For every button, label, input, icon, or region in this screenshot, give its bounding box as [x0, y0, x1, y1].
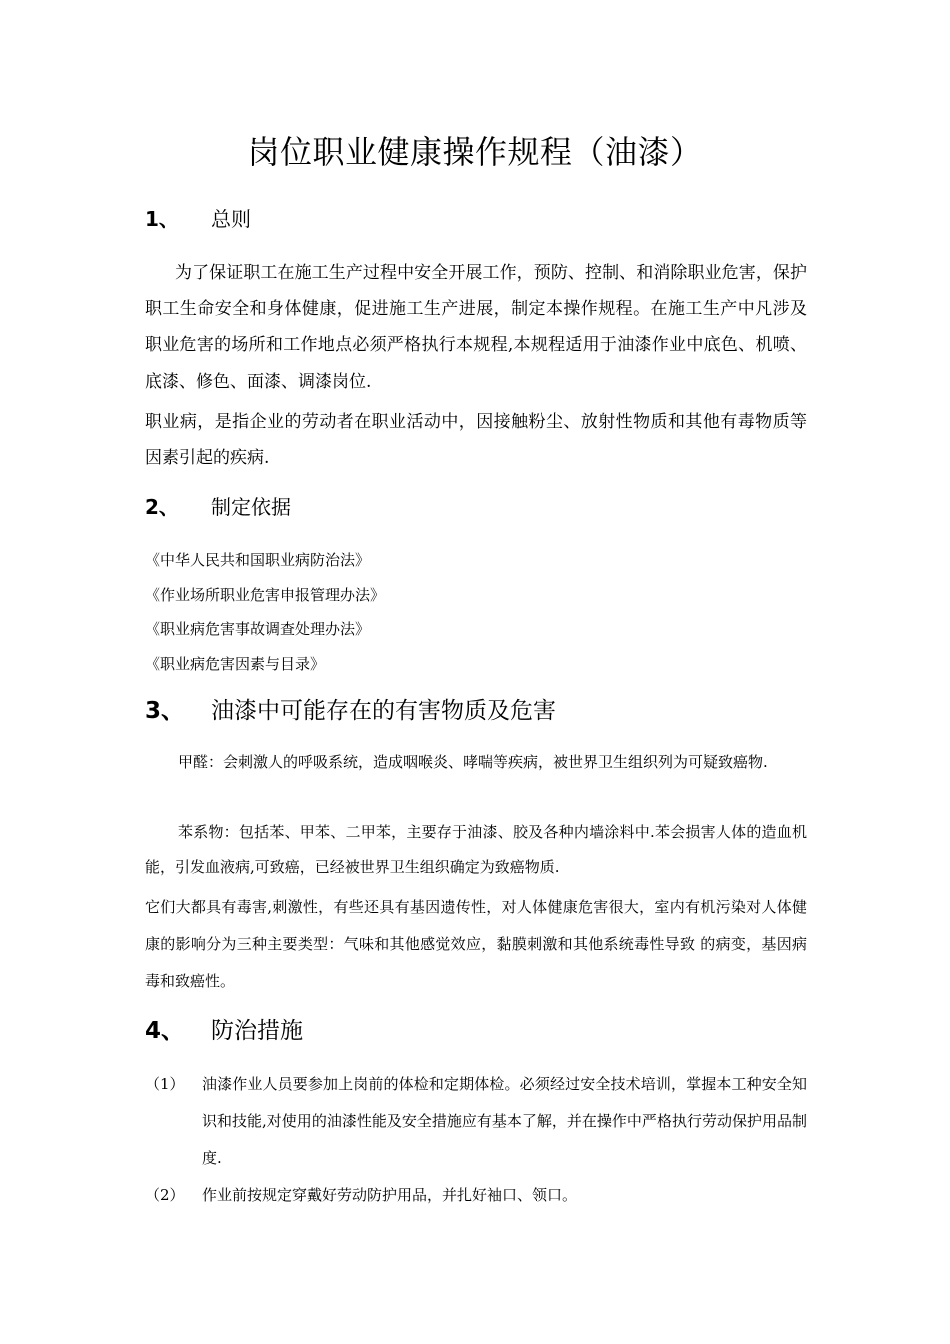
regulation-item: 《职业病危害事故调查处理办法》 [145, 620, 371, 638]
section-1-heading [145, 203, 251, 235]
section-1-number: 1、 [145, 207, 179, 231]
hazard-summary-paragraph: 它们大都具有毒害,刺激性，有些还具有基因遗传性，对人体健康危害很大，室内有机污染对人体健康的影响分为三种主要类型：气味和其他感觉效应，黏膜刺激和其他系统毒性导致 的病变，基因病毒和致癌性。 [145, 898, 807, 990]
section-3-heading [145, 693, 556, 729]
section-1-paragraph-purpose: 为了保证职工在施工生产过程中安全开展工作，预防、控制、和消除职业危害，保护职工生命安全和身体健康，促进施工生产进展，制定本操作规程。在施工生产中凡涉及职业危害的场所和工作地点必须严格执行本规程,本规程适用于油漆作业中底色、机喷、底漆、修色、面漆、调漆岗位. [145, 263, 807, 392]
regulation-item: 《中华人民共和国职业病防治法》 [145, 551, 371, 569]
measure-item [145, 1177, 807, 1214]
section-4-number: 4、 [145, 1018, 185, 1044]
section-2-number: 2、 [145, 495, 179, 519]
document-title: 岗位职业健康操作规程（油漆） [247, 133, 703, 171]
measure-text: 作业前按规定穿戴好劳动防护用品，并扎好袖口、领口。 [202, 1186, 578, 1204]
section-1-title: 总则 [211, 207, 251, 231]
hazard-benzene-paragraph: 苯系物：包括苯、甲苯、二甲苯，主要存于油漆、胶及各种内墙涂料中.苯会损害人体的造血机能，引发血液病,可致癌，已经被世界卫生组织确定为致癌物质. [145, 823, 807, 876]
section-3-number: 3、 [145, 698, 185, 724]
section-4-heading [145, 1013, 303, 1049]
section-1-paragraph-definition: 职业病，是指企业的劳动者在职业活动中，因接触粉尘、放射性物质和其他有毒物质等因素引起的疾病. [145, 412, 807, 469]
measure-item [145, 1066, 807, 1177]
regulation-item: 《职业病危害因素与目录》 [145, 654, 326, 673]
section-2-title: 制定依据 [211, 495, 291, 519]
measure-number: （2） [145, 1186, 185, 1204]
regulation-list [145, 543, 807, 681]
hazard-formaldehyde-paragraph: 甲醛：会刺激人的呼吸系统，造成咽喉炎、哮喘等疾病，被世界卫生组织列为可疑致癌物. [178, 753, 768, 771]
regulation-item: 《作业场所职业危害申报管理办法》 [145, 585, 386, 604]
measure-number: （1） [145, 1075, 185, 1093]
measure-text: 油漆作业人员要参加上岗前的体检和定期体检。必须经过安全技术培训，掌握本工种安全知识和技能,对使用的油漆性能及安全措施应有基本了解，并在操作中严格执行劳动保护用品制度. [202, 1075, 807, 1167]
section-2-heading [145, 491, 291, 523]
section-4-title: 防治措施 [211, 1018, 303, 1044]
section-3-title: 油漆中可能存在的有害物质及危害 [211, 698, 556, 724]
prevention-measures-list [145, 1066, 807, 1214]
